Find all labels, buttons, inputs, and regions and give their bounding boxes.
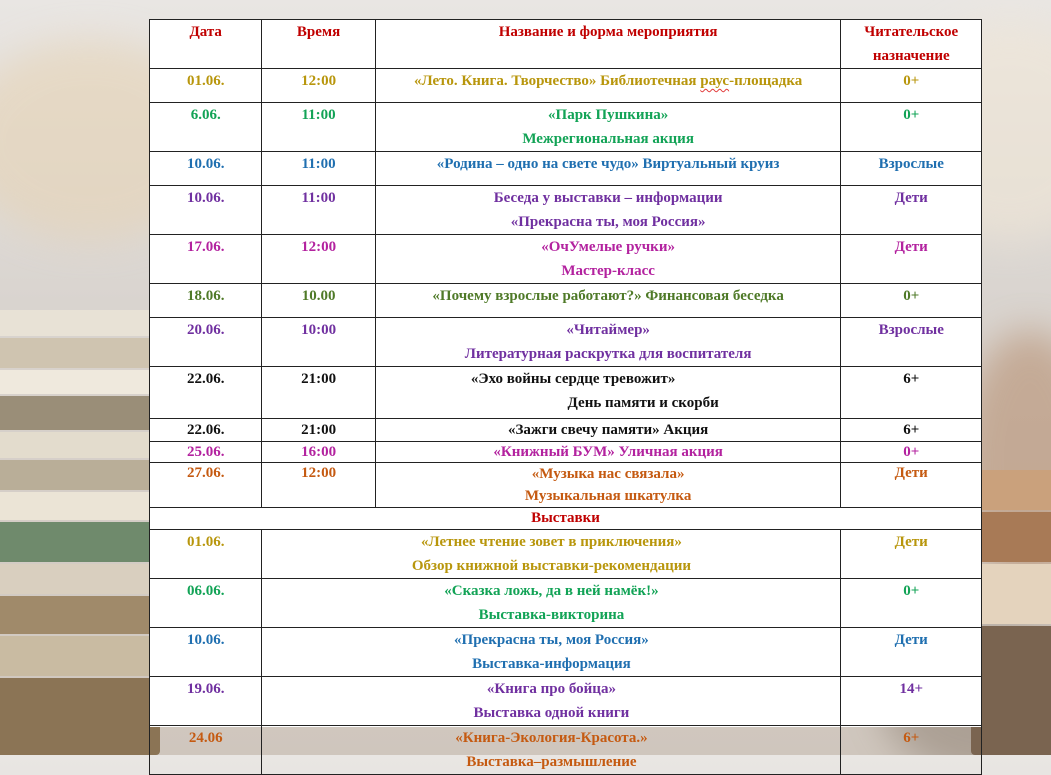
table-row bbox=[150, 579, 982, 628]
exhibition-audience: Дети bbox=[841, 530, 982, 579]
header-name: Название и форма мероприятия bbox=[375, 20, 841, 69]
exhibition-audience: 14+ bbox=[841, 677, 982, 726]
exhibition-name: «Книга про бойца» Выставка одной книги bbox=[262, 677, 841, 726]
table-row bbox=[150, 628, 982, 677]
event-audience: Взрослые bbox=[841, 152, 982, 186]
table-row bbox=[150, 367, 982, 419]
event-name: Беседа у выставки – информации «Прекрасна ты, моя Россия» bbox=[375, 186, 841, 235]
event-time: 12:00 bbox=[262, 69, 375, 103]
exhibitions-title: Выставки bbox=[150, 508, 982, 530]
event-date: 20.06. bbox=[150, 318, 262, 367]
event-time: 12:00 bbox=[262, 463, 375, 508]
header-audience: Читательское назначение bbox=[841, 20, 982, 69]
table-row bbox=[150, 677, 982, 726]
header-date: Дата bbox=[150, 20, 262, 69]
table-row bbox=[150, 235, 982, 284]
table-row bbox=[150, 284, 982, 318]
table-row bbox=[150, 69, 982, 103]
exhibition-date: 06.06. bbox=[150, 579, 262, 628]
exhibition-name: «Летнее чтение зовет в приключения» Обзор книжной выставки-рекомендации bbox=[262, 530, 841, 579]
event-name: «Книжный БУМ» Уличная акция bbox=[375, 442, 841, 463]
event-name: «Эхо войны сердце тревожит» День памяти и скорби bbox=[375, 367, 841, 419]
event-time: 16:00 bbox=[262, 442, 375, 463]
event-name: «Родина – одно на свете чудо» Виртуальный круиз bbox=[375, 152, 841, 186]
event-date: 01.06. bbox=[150, 69, 262, 103]
table-row bbox=[150, 186, 982, 235]
event-audience: 6+ bbox=[841, 367, 982, 419]
event-time: 11:00 bbox=[262, 186, 375, 235]
exhibition-name: «Сказка ложь, да в ней намёк!» Выставка-викторина bbox=[262, 579, 841, 628]
event-audience: 0+ bbox=[841, 442, 982, 463]
exhibitions-section-row bbox=[150, 508, 982, 530]
table-row bbox=[150, 530, 982, 579]
exhibition-date: 10.06. bbox=[150, 628, 262, 677]
event-audience: 6+ bbox=[841, 419, 982, 442]
event-time: 21:00 bbox=[262, 367, 375, 419]
event-time: 11:00 bbox=[262, 103, 375, 152]
event-audience: 0+ bbox=[841, 103, 982, 152]
event-name: «Зажги свечу памяти» Акция bbox=[375, 419, 841, 442]
event-audience: Дети bbox=[841, 235, 982, 284]
event-date: 10.06. bbox=[150, 186, 262, 235]
event-audience: Взрослые bbox=[841, 318, 982, 367]
table-row bbox=[150, 463, 982, 508]
events-table bbox=[149, 19, 982, 775]
event-name: «Читаймер» Литературная раскрутка для воспитателя bbox=[375, 318, 841, 367]
exhibition-name: «Прекрасна ты, моя Россия» Выставка-информация bbox=[262, 628, 841, 677]
event-date: 6.06. bbox=[150, 103, 262, 152]
event-name: «Парк Пушкина» Межрегиональная акция bbox=[375, 103, 841, 152]
event-time: 10:00 bbox=[262, 318, 375, 367]
table-header-row bbox=[150, 20, 982, 69]
event-name: «Музыка нас связала» Музыкальная шкатулка bbox=[375, 463, 841, 508]
exhibition-date: 19.06. bbox=[150, 677, 262, 726]
event-audience: Дети bbox=[841, 186, 982, 235]
book-stack-right bbox=[971, 470, 1051, 755]
table-row bbox=[150, 103, 982, 152]
event-date: 17.06. bbox=[150, 235, 262, 284]
exhibition-date: 01.06. bbox=[150, 530, 262, 579]
table-row bbox=[150, 152, 982, 186]
event-time: 10.00 bbox=[262, 284, 375, 318]
event-time: 11:00 bbox=[262, 152, 375, 186]
exhibition-audience: Дети bbox=[841, 628, 982, 677]
exhibition-audience: 6+ bbox=[841, 726, 982, 775]
exhibition-date: 24.06 bbox=[150, 726, 262, 775]
event-audience: 0+ bbox=[841, 284, 982, 318]
event-date: 27.06. bbox=[150, 463, 262, 508]
table-row bbox=[150, 442, 982, 463]
event-date: 22.06. bbox=[150, 419, 262, 442]
event-audience: Дети bbox=[841, 463, 982, 508]
event-date: 18.06. bbox=[150, 284, 262, 318]
event-name: «Почему взрослые работают?» Финансовая беседка bbox=[375, 284, 841, 318]
book-stack-left bbox=[0, 300, 160, 755]
header-time: Время bbox=[262, 20, 375, 69]
event-name: «ОчУмелые ручки» Мастер-класс bbox=[375, 235, 841, 284]
table-row bbox=[150, 318, 982, 367]
event-date: 22.06. bbox=[150, 367, 262, 419]
event-date: 25.06. bbox=[150, 442, 262, 463]
event-time: 12:00 bbox=[262, 235, 375, 284]
exhibition-audience: 0+ bbox=[841, 579, 982, 628]
event-audience: 0+ bbox=[841, 69, 982, 103]
table-row bbox=[150, 726, 982, 775]
event-name: «Лето. Книга. Творчество» Библиотечная раус-площадка bbox=[375, 69, 841, 103]
table-row bbox=[150, 419, 982, 442]
event-time: 21:00 bbox=[262, 419, 375, 442]
event-date: 10.06. bbox=[150, 152, 262, 186]
exhibition-name: «Книга-Экология-Красота.» Выставка–размышление bbox=[262, 726, 841, 775]
